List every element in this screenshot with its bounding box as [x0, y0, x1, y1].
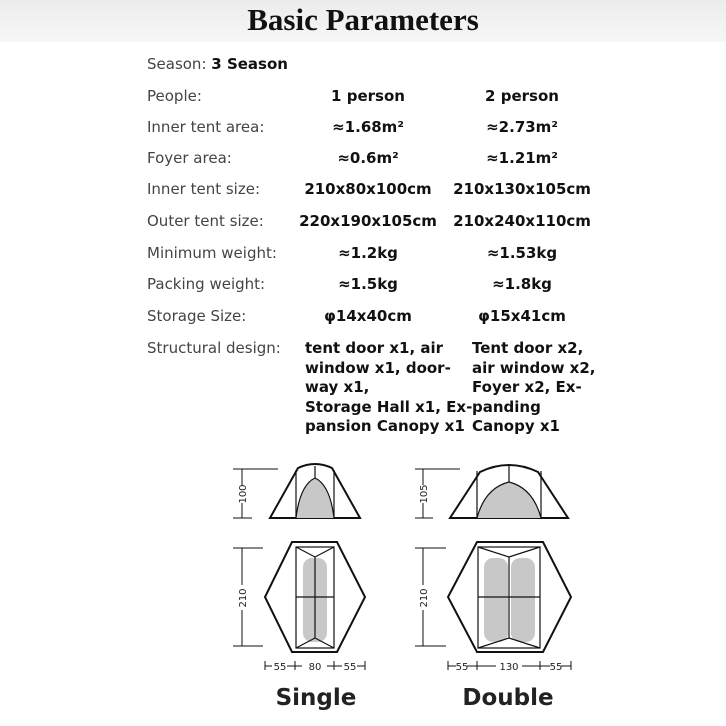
- double-height: 105: [419, 484, 430, 504]
- double-width: 130: [499, 662, 519, 673]
- double-value: ≈1.21m²: [486, 149, 558, 167]
- person-silhouette: [477, 482, 541, 518]
- page-title: Basic Parameters: [247, 2, 479, 37]
- season-value: 3 Season: [211, 55, 288, 73]
- double-value: 2 person: [485, 87, 559, 105]
- single-value: ≈1.68m²: [332, 118, 404, 136]
- spec-label: Inner tent size:: [147, 180, 261, 198]
- double-value: ≈1.53kg: [486, 244, 558, 262]
- single-caption: Single: [275, 685, 357, 711]
- spec-label: Storage Size:: [147, 307, 247, 325]
- single-value: ≈1.5kg: [338, 275, 398, 293]
- double-side-left: 55: [455, 662, 469, 673]
- single-height: 100: [238, 484, 249, 504]
- double-tent-diagram: [415, 464, 571, 670]
- double-side-right: 55: [549, 662, 563, 673]
- single-value: 1 person: [331, 87, 405, 105]
- spec-label: Structural design:: [147, 339, 281, 357]
- spec-label: Outer tent size:: [147, 212, 264, 230]
- spec-label: Inner tent area:: [147, 118, 265, 136]
- single-tent-diagram: [233, 464, 365, 670]
- sleeping-bag: [484, 558, 508, 642]
- single-side-left: 55: [273, 662, 287, 673]
- spec-label: Packing weight:: [147, 275, 266, 293]
- structural-single: tent door x1, air window x1, door- way x1, Storage Hall x1, Ex- pansion Canopy x1: [305, 339, 473, 435]
- single-value: ≈1.2kg: [338, 244, 398, 262]
- sleeping-bag: [511, 558, 535, 642]
- double-caption: Double: [462, 685, 554, 711]
- single-length: 210: [238, 588, 249, 608]
- single-value: 210x80x100cm: [304, 180, 432, 198]
- double-value: 210x130x105cm: [453, 180, 591, 198]
- double-length: 210: [419, 588, 430, 608]
- spec-label: Minimum weight:: [147, 244, 277, 262]
- single-value: ≈0.6m²: [337, 149, 399, 167]
- double-value: ≈2.73m²: [486, 118, 558, 136]
- single-value: φ14x40cm: [324, 307, 412, 325]
- double-value: 210x240x110cm: [453, 212, 591, 230]
- spec-label: Foyer area:: [147, 149, 232, 167]
- person-silhouette: [296, 478, 334, 518]
- single-side-right: 55: [343, 662, 357, 673]
- double-value: ≈1.8kg: [492, 275, 552, 293]
- season-label: Season: 3 Season: [147, 55, 288, 73]
- single-value: 220x190x105cm: [299, 212, 437, 230]
- double-value: φ15x41cm: [478, 307, 566, 325]
- single-width: 80: [308, 662, 322, 673]
- structural-double: Tent door x2, air window x2, Foyer x2, Ex- panding Canopy x1: [472, 339, 596, 435]
- spec-label: People:: [147, 87, 202, 105]
